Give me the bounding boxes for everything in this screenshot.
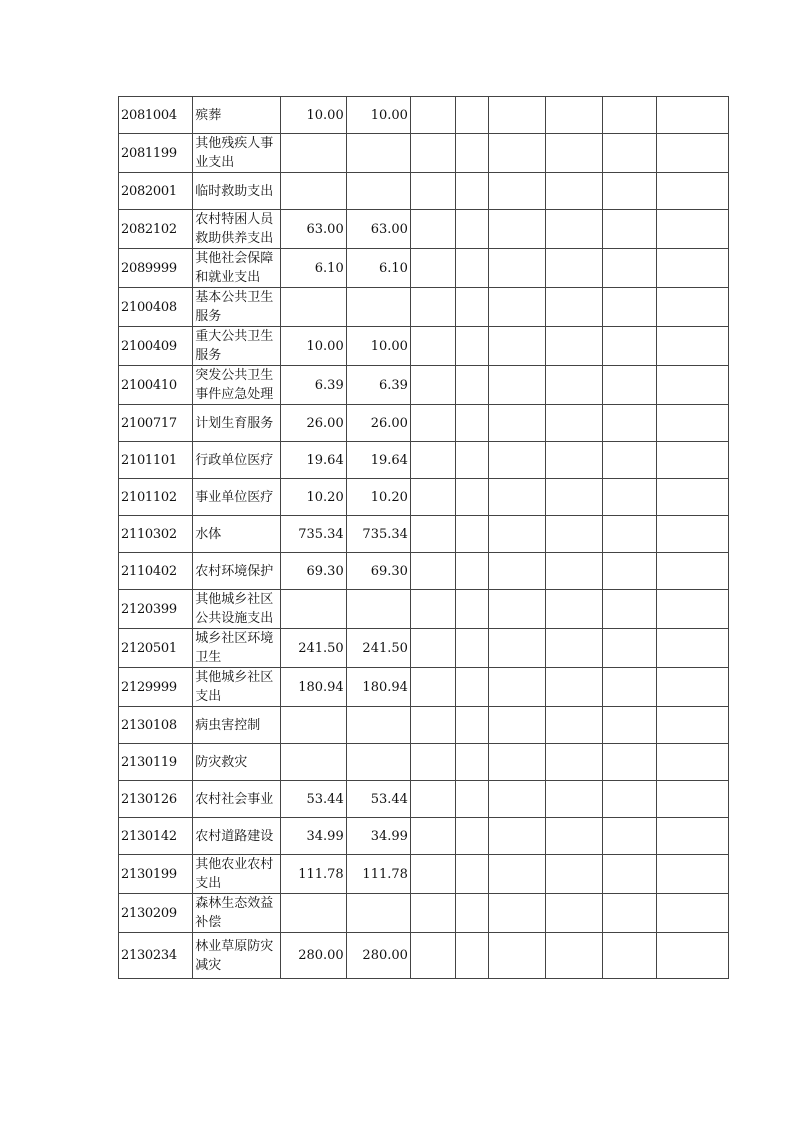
amount-cell [346, 707, 410, 744]
empty-cell [656, 818, 728, 855]
empty-cell [602, 590, 656, 629]
name-cell: 防灾救灾 [193, 744, 280, 781]
total-cell [280, 173, 346, 210]
total-cell: 280.00 [280, 933, 346, 979]
empty-cell [546, 781, 602, 818]
empty-cell [489, 668, 546, 707]
code-cell: 2110402 [119, 553, 193, 590]
empty-cell [410, 553, 455, 590]
amount-cell: 63.00 [346, 210, 410, 249]
total-cell: 241.50 [280, 629, 346, 668]
empty-cell [410, 366, 455, 405]
empty-cell [456, 479, 489, 516]
empty-cell [410, 818, 455, 855]
empty-cell [456, 366, 489, 405]
code-cell: 2100717 [119, 405, 193, 442]
empty-cell [656, 249, 728, 288]
name-cell: 城乡社区环境卫生 [193, 629, 280, 668]
empty-cell [546, 894, 602, 933]
empty-cell [546, 97, 602, 134]
empty-cell [602, 855, 656, 894]
table-row [119, 97, 729, 134]
empty-cell [656, 516, 728, 553]
name-cell: 林业草原防灾减灾 [193, 933, 280, 979]
empty-cell [410, 781, 455, 818]
table-row [119, 668, 729, 707]
empty-cell [602, 288, 656, 327]
code-cell: 2082001 [119, 173, 193, 210]
empty-cell [410, 173, 455, 210]
table-row [119, 553, 729, 590]
empty-cell [456, 288, 489, 327]
budget-table [118, 96, 729, 979]
amount-cell [346, 134, 410, 173]
empty-cell [410, 744, 455, 781]
empty-cell [410, 516, 455, 553]
name-cell: 其他城乡社区公共设施支出 [193, 590, 280, 629]
table-row [119, 516, 729, 553]
empty-cell [656, 288, 728, 327]
table-row [119, 405, 729, 442]
empty-cell [456, 553, 489, 590]
empty-cell [602, 744, 656, 781]
table-row [119, 210, 729, 249]
name-cell: 农村环境保护 [193, 553, 280, 590]
amount-cell [346, 744, 410, 781]
empty-cell [602, 405, 656, 442]
empty-cell [656, 366, 728, 405]
empty-cell [602, 97, 656, 134]
empty-cell [546, 516, 602, 553]
empty-cell [602, 933, 656, 979]
empty-cell [410, 894, 455, 933]
empty-cell [602, 629, 656, 668]
empty-cell [546, 590, 602, 629]
total-cell: 53.44 [280, 781, 346, 818]
table-row [119, 288, 729, 327]
empty-cell [656, 479, 728, 516]
total-cell: 19.64 [280, 442, 346, 479]
empty-cell [456, 781, 489, 818]
total-cell: 10.20 [280, 479, 346, 516]
empty-cell [456, 590, 489, 629]
empty-cell [489, 479, 546, 516]
empty-cell [546, 707, 602, 744]
empty-cell [410, 668, 455, 707]
amount-cell: 241.50 [346, 629, 410, 668]
name-cell: 重大公共卫生服务 [193, 327, 280, 366]
amount-cell [346, 288, 410, 327]
empty-cell [489, 366, 546, 405]
code-cell: 2101101 [119, 442, 193, 479]
amount-cell: 180.94 [346, 668, 410, 707]
name-cell: 其他农业农村支出 [193, 855, 280, 894]
empty-cell [546, 249, 602, 288]
empty-cell [656, 210, 728, 249]
empty-cell [602, 249, 656, 288]
code-cell: 2082102 [119, 210, 193, 249]
empty-cell [602, 781, 656, 818]
name-cell: 基本公共卫生服务 [193, 288, 280, 327]
total-cell: 6.10 [280, 249, 346, 288]
name-cell: 其他城乡社区支出 [193, 668, 280, 707]
empty-cell [656, 173, 728, 210]
empty-cell [546, 366, 602, 405]
name-cell: 其他社会保障和就业支出 [193, 249, 280, 288]
total-cell: 69.30 [280, 553, 346, 590]
empty-cell [546, 553, 602, 590]
empty-cell [656, 781, 728, 818]
table-row [119, 855, 729, 894]
empty-cell [656, 590, 728, 629]
empty-cell [489, 442, 546, 479]
total-cell: 10.00 [280, 327, 346, 366]
code-cell: 2100408 [119, 288, 193, 327]
empty-cell [410, 288, 455, 327]
total-cell [280, 288, 346, 327]
name-cell: 行政单位医疗 [193, 442, 280, 479]
empty-cell [546, 855, 602, 894]
empty-cell [410, 855, 455, 894]
empty-cell [489, 97, 546, 134]
name-cell: 病虫害控制 [193, 707, 280, 744]
total-cell: 111.78 [280, 855, 346, 894]
code-cell: 2130119 [119, 744, 193, 781]
empty-cell [456, 516, 489, 553]
code-cell: 2120399 [119, 590, 193, 629]
empty-cell [489, 855, 546, 894]
amount-cell: 6.39 [346, 366, 410, 405]
amount-cell [346, 590, 410, 629]
empty-cell [656, 855, 728, 894]
empty-cell [602, 210, 656, 249]
total-cell: 180.94 [280, 668, 346, 707]
code-cell: 2100409 [119, 327, 193, 366]
empty-cell [489, 249, 546, 288]
name-cell: 森林生态效益补偿 [193, 894, 280, 933]
empty-cell [656, 707, 728, 744]
empty-cell [456, 629, 489, 668]
empty-cell [656, 933, 728, 979]
empty-cell [546, 629, 602, 668]
table-row [119, 249, 729, 288]
amount-cell: 53.44 [346, 781, 410, 818]
empty-cell [456, 855, 489, 894]
empty-cell [602, 553, 656, 590]
empty-cell [602, 516, 656, 553]
empty-cell [602, 442, 656, 479]
empty-cell [410, 629, 455, 668]
amount-cell: 26.00 [346, 405, 410, 442]
total-cell: 26.00 [280, 405, 346, 442]
empty-cell [489, 818, 546, 855]
empty-cell [410, 405, 455, 442]
empty-cell [489, 933, 546, 979]
empty-cell [489, 516, 546, 553]
empty-cell [602, 894, 656, 933]
table-row [119, 479, 729, 516]
empty-cell [489, 894, 546, 933]
empty-cell [602, 134, 656, 173]
code-cell: 2130126 [119, 781, 193, 818]
empty-cell [410, 134, 455, 173]
empty-cell [546, 818, 602, 855]
empty-cell [602, 479, 656, 516]
empty-cell [456, 134, 489, 173]
empty-cell [602, 818, 656, 855]
total-cell: 63.00 [280, 210, 346, 249]
empty-cell [410, 933, 455, 979]
total-cell [280, 590, 346, 629]
total-cell [280, 744, 346, 781]
empty-cell [546, 173, 602, 210]
code-cell: 2100410 [119, 366, 193, 405]
table-row [119, 366, 729, 405]
empty-cell [456, 405, 489, 442]
empty-cell [410, 327, 455, 366]
empty-cell [489, 134, 546, 173]
amount-cell: 19.64 [346, 442, 410, 479]
amount-cell: 10.20 [346, 479, 410, 516]
empty-cell [410, 97, 455, 134]
empty-cell [546, 405, 602, 442]
empty-cell [489, 629, 546, 668]
empty-cell [456, 668, 489, 707]
empty-cell [489, 405, 546, 442]
table-body [119, 97, 729, 979]
total-cell: 735.34 [280, 516, 346, 553]
code-cell: 2130108 [119, 707, 193, 744]
empty-cell [656, 327, 728, 366]
total-cell [280, 894, 346, 933]
name-cell: 临时救助支出 [193, 173, 280, 210]
empty-cell [456, 442, 489, 479]
empty-cell [410, 442, 455, 479]
empty-cell [656, 629, 728, 668]
total-cell: 34.99 [280, 818, 346, 855]
name-cell: 计划生育服务 [193, 405, 280, 442]
empty-cell [546, 134, 602, 173]
amount-cell: 10.00 [346, 327, 410, 366]
name-cell: 其他残疾人事业支出 [193, 134, 280, 173]
empty-cell [489, 210, 546, 249]
amount-cell: 69.30 [346, 553, 410, 590]
code-cell: 2081199 [119, 134, 193, 173]
empty-cell [410, 210, 455, 249]
empty-cell [546, 210, 602, 249]
empty-cell [489, 590, 546, 629]
amount-cell [346, 173, 410, 210]
code-cell: 2089999 [119, 249, 193, 288]
table-row [119, 744, 729, 781]
empty-cell [456, 707, 489, 744]
total-cell [280, 134, 346, 173]
name-cell: 事业单位医疗 [193, 479, 280, 516]
empty-cell [456, 173, 489, 210]
empty-cell [489, 173, 546, 210]
name-cell: 农村道路建设 [193, 818, 280, 855]
empty-cell [656, 442, 728, 479]
empty-cell [546, 744, 602, 781]
code-cell: 2130234 [119, 933, 193, 979]
table-row [119, 894, 729, 933]
empty-cell [602, 366, 656, 405]
empty-cell [656, 894, 728, 933]
empty-cell [456, 249, 489, 288]
empty-cell [410, 249, 455, 288]
name-cell: 水体 [193, 516, 280, 553]
table-row [119, 590, 729, 629]
empty-cell [456, 894, 489, 933]
table-row [119, 629, 729, 668]
table-row [119, 818, 729, 855]
table-row [119, 442, 729, 479]
empty-cell [489, 744, 546, 781]
table-row [119, 707, 729, 744]
amount-cell: 280.00 [346, 933, 410, 979]
empty-cell [456, 97, 489, 134]
table-row [119, 327, 729, 366]
amount-cell [346, 894, 410, 933]
total-cell: 6.39 [280, 366, 346, 405]
empty-cell [456, 933, 489, 979]
name-cell: 殡葬 [193, 97, 280, 134]
name-cell: 农村特困人员救助供养支出 [193, 210, 280, 249]
name-cell: 突发公共卫生事件应急处理 [193, 366, 280, 405]
table-row [119, 933, 729, 979]
empty-cell [489, 288, 546, 327]
total-cell [280, 707, 346, 744]
empty-cell [656, 744, 728, 781]
amount-cell: 111.78 [346, 855, 410, 894]
empty-cell [546, 479, 602, 516]
code-cell: 2120501 [119, 629, 193, 668]
empty-cell [546, 327, 602, 366]
code-cell: 2130142 [119, 818, 193, 855]
empty-cell [489, 707, 546, 744]
empty-cell [456, 210, 489, 249]
empty-cell [410, 479, 455, 516]
empty-cell [602, 668, 656, 707]
empty-cell [656, 668, 728, 707]
amount-cell: 10.00 [346, 97, 410, 134]
empty-cell [656, 97, 728, 134]
empty-cell [602, 327, 656, 366]
empty-cell [546, 288, 602, 327]
empty-cell [656, 134, 728, 173]
amount-cell: 34.99 [346, 818, 410, 855]
amount-cell: 6.10 [346, 249, 410, 288]
empty-cell [602, 707, 656, 744]
empty-cell [410, 707, 455, 744]
code-cell: 2130199 [119, 855, 193, 894]
empty-cell [656, 553, 728, 590]
empty-cell [456, 327, 489, 366]
code-cell: 2130209 [119, 894, 193, 933]
empty-cell [546, 933, 602, 979]
empty-cell [546, 442, 602, 479]
total-cell: 10.00 [280, 97, 346, 134]
empty-cell [546, 668, 602, 707]
empty-cell [456, 744, 489, 781]
code-cell: 2110302 [119, 516, 193, 553]
code-cell: 2129999 [119, 668, 193, 707]
table-row [119, 134, 729, 173]
empty-cell [489, 781, 546, 818]
code-cell: 2081004 [119, 97, 193, 134]
name-cell: 农村社会事业 [193, 781, 280, 818]
table-row [119, 781, 729, 818]
empty-cell [489, 327, 546, 366]
empty-cell [656, 405, 728, 442]
empty-cell [456, 818, 489, 855]
amount-cell: 735.34 [346, 516, 410, 553]
table-row [119, 173, 729, 210]
empty-cell [602, 173, 656, 210]
empty-cell [410, 590, 455, 629]
empty-cell [489, 553, 546, 590]
code-cell: 2101102 [119, 479, 193, 516]
